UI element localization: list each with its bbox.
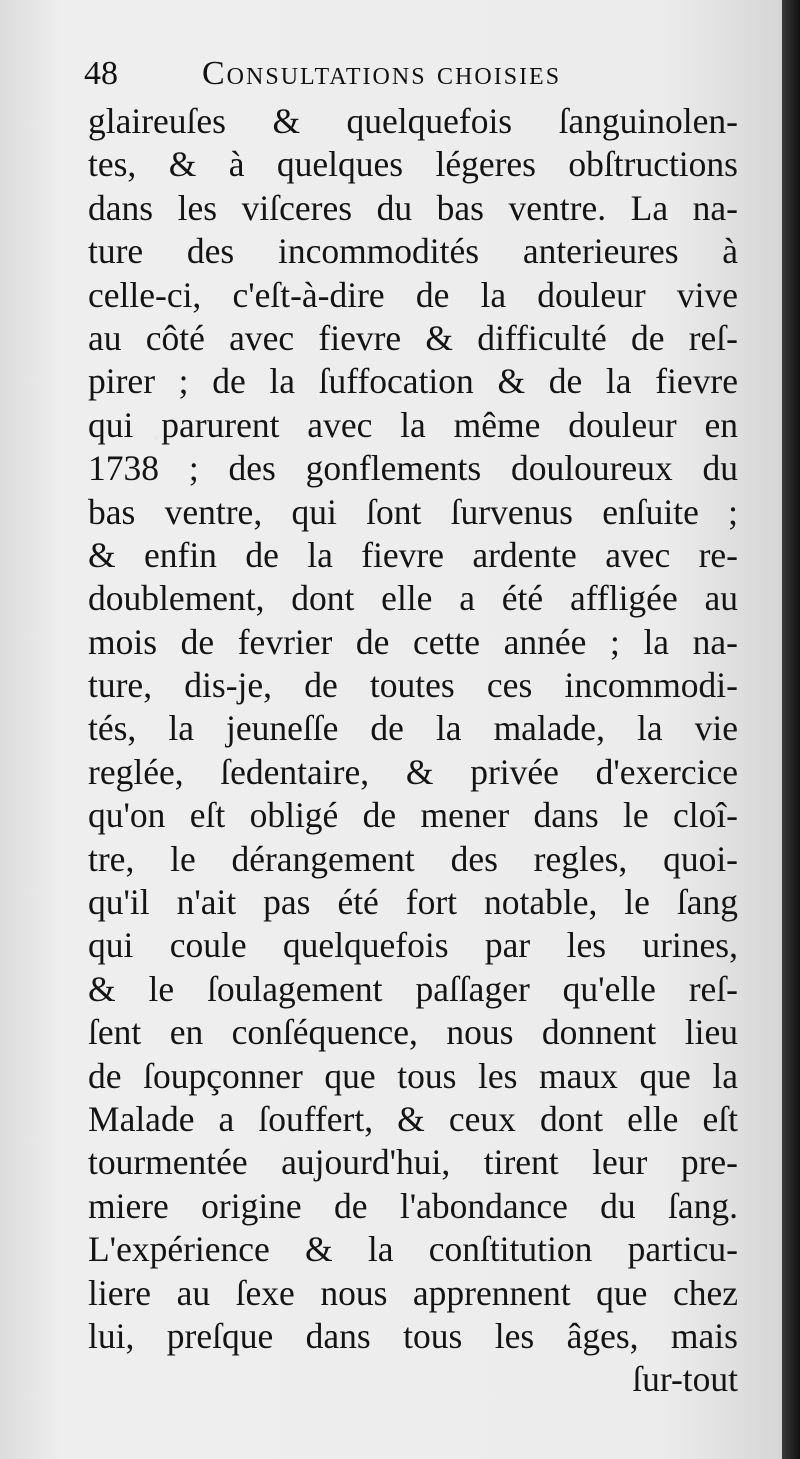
text-line: bas ventre, qui ſont ſurvenus enſuite ; xyxy=(88,491,738,532)
text-line: pirer ; de la ſuffocation & de la fievre xyxy=(88,361,738,402)
text-line: & enfin de la fievre ardente avec re- xyxy=(88,534,738,575)
text-line: & le ſoulagement paſſager qu'elle reſ- xyxy=(88,968,738,1009)
text-line: qu'il n'ait pas été fort notable, le ſang xyxy=(88,882,738,923)
body-text xyxy=(88,100,738,1402)
text-line: celle-ci, c'eſt-à-dire de la douleur vive xyxy=(88,274,738,315)
text-line: mois de fevrier de cette année ; la na- xyxy=(88,621,738,662)
text-line: ture des incommodités anterieures à xyxy=(88,231,738,272)
text-line: de ſoupçonner que tous les maux que la xyxy=(88,1055,738,1096)
text-line: tre, le dérangement des regles, quoi- xyxy=(88,838,738,879)
text-line: 1738 ; des gonflements douloureux du xyxy=(88,448,738,489)
page-header xyxy=(84,52,724,96)
text-line: miere origine de l'abondance du ſang. xyxy=(88,1185,738,1226)
text-line: au côté avec fievre & difficulté de reſ- xyxy=(88,317,738,358)
text-line: Malade a ſouffert, & ceux dont elle eſt xyxy=(88,1098,738,1139)
text-line: liere au ſexe nous apprennent que chez xyxy=(88,1272,738,1313)
text-line: L'expérience & la conſtitution particu- xyxy=(88,1229,738,1270)
text-line: glaireuſes & quelquefois ſanguinolen- xyxy=(88,101,738,141)
text-line: tés, la jeuneſſe de la malade, la vie xyxy=(88,708,738,749)
text-line: tourmentée aujourd'hui, tirent leur pre- xyxy=(88,1142,738,1183)
text-line: ture, dis-je, de toutes ces incommodi- xyxy=(88,665,738,706)
text-line: ſent en conſéquence, nous donnent lieu xyxy=(88,1012,738,1053)
text-line: tes, & à quelques légeres obſtructions xyxy=(88,144,738,185)
text-line: qui parurent avec la même douleur en xyxy=(88,404,738,445)
page-edge-shadow xyxy=(782,0,800,1459)
text-line: dans les viſceres du bas ventre. La na- xyxy=(88,187,738,228)
text-line: qu'on eſt obligé de mener dans le cloî- xyxy=(88,795,738,836)
running-title: Consultations choisies xyxy=(202,55,562,92)
text-line: lui, preſque dans tous les âges, mais xyxy=(88,1315,738,1356)
text-line: reglée, ſedentaire, & privée d'exercice xyxy=(88,751,738,792)
catchword: ſur-tout xyxy=(632,1359,738,1400)
text-line: doublement, dont elle a été affligée au xyxy=(88,578,738,619)
page-number: 48 xyxy=(84,55,118,92)
text-line: qui coule quelquefois par les urines, xyxy=(88,925,738,966)
